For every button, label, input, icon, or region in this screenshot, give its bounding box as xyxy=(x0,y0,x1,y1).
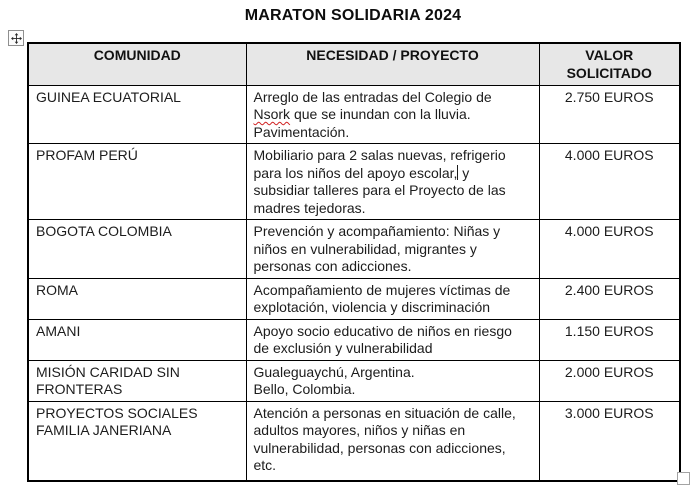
text-line: FRONTERAS xyxy=(36,381,123,397)
text-segment: para los niños del apoyo escolar, xyxy=(253,164,458,181)
cell-valor[interactable]: 3.000 EUROS xyxy=(539,401,680,481)
cell-necesidad[interactable] xyxy=(246,401,539,481)
cell-necesidad[interactable] xyxy=(246,85,539,144)
cell-valor[interactable]: 4.000 EUROS xyxy=(539,220,680,279)
text-line: niños en vulnerabilidad, migrantes y xyxy=(253,240,477,257)
table-row xyxy=(28,220,680,279)
text-line xyxy=(254,165,532,183)
text-line: ROMA xyxy=(36,281,78,298)
text-line: BOGOTA COLOMBIA xyxy=(36,223,172,239)
column-header-valor[interactable]: VALOR SOLICITADO xyxy=(539,43,680,85)
cell-necesidad[interactable] xyxy=(246,319,539,360)
cell-comunidad[interactable] xyxy=(28,220,246,279)
text-segment: que se inundan con la lluvia. xyxy=(290,106,471,122)
text-line: de exclusión y vulnerabilidad xyxy=(253,340,433,356)
cell-valor[interactable]: 2.000 EUROS xyxy=(539,360,680,401)
text-segment: y xyxy=(458,164,470,181)
text-line: Mobiliario para 2 salas nuevas, refrigerio xyxy=(253,147,506,163)
text-line: subsidiar talleres para el Proyecto de las xyxy=(253,182,506,198)
table-row xyxy=(28,85,680,144)
text-line: Atención a personas en situación de calle, xyxy=(253,404,516,421)
text-line: Prevención y acompañamiento: Niñas y xyxy=(253,223,501,239)
text-line: etc. xyxy=(253,457,277,473)
cell-necesidad[interactable] xyxy=(246,360,539,401)
text-line: AMANI xyxy=(36,322,81,339)
table-row xyxy=(28,401,680,481)
cell-comunidad[interactable] xyxy=(28,278,246,319)
table-row xyxy=(28,319,680,360)
cell-comunidad[interactable] xyxy=(28,360,246,401)
table-row xyxy=(28,360,680,401)
text-line: Pavimentación. xyxy=(253,123,350,140)
table-row xyxy=(28,144,680,220)
text-line: FAMILIA JANERIANA xyxy=(36,422,172,438)
table-move-icon xyxy=(11,33,22,44)
table-resize-handle[interactable] xyxy=(677,472,690,485)
cell-comunidad[interactable] xyxy=(28,85,246,144)
cell-valor[interactable]: 1.150 EUROS xyxy=(539,319,680,360)
cell-necesidad[interactable] xyxy=(246,278,539,319)
column-header-necesidad[interactable]: NECESIDAD / PROYECTO xyxy=(246,43,539,85)
text-line: adultos mayores, niños y niñas en xyxy=(253,422,466,438)
page-title[interactable]: MARATON SOLIDARIA 2024 xyxy=(244,7,462,24)
cell-comunidad[interactable] xyxy=(28,401,246,481)
cell-comunidad[interactable] xyxy=(28,144,246,220)
cell-comunidad[interactable] xyxy=(28,319,246,360)
text-line: Gualeguaychú, Argentina. xyxy=(253,363,415,380)
text-line: Bello, Colombia. xyxy=(253,381,356,397)
text-line: Arreglo de las entradas del Colegio de xyxy=(253,88,492,105)
text-line: madres tejedoras. xyxy=(253,199,366,216)
cell-valor[interactable]: 2.750 EUROS xyxy=(539,85,680,144)
column-header-comunidad[interactable]: COMUNIDAD xyxy=(28,43,246,85)
cell-necesidad[interactable] xyxy=(246,144,539,220)
text-line xyxy=(254,106,532,124)
text-line: vulnerabilidad, personas con adicciones, xyxy=(253,439,506,456)
cell-valor[interactable]: 2.400 EUROS xyxy=(539,278,680,319)
table-move-handle[interactable] xyxy=(8,30,24,46)
text-line: personas con adicciones. xyxy=(253,258,412,274)
solidarity-table xyxy=(27,42,681,482)
header-row xyxy=(28,43,680,85)
text-line: MISIÓN CARIDAD SIN xyxy=(36,363,180,380)
text-line: GUINEA ECUATORIAL xyxy=(36,88,181,105)
text-line: PROFAM PERÚ xyxy=(36,147,138,163)
text-line: Apoyo socio educativo de niños en riesgo xyxy=(253,322,512,339)
text-line: Acompañamiento de mujeres víctimas de xyxy=(253,281,511,298)
cell-necesidad[interactable] xyxy=(246,220,539,279)
misspelled-word: Nsork xyxy=(253,106,291,122)
text-line: PROYECTOS SOCIALES xyxy=(36,404,198,421)
table-row xyxy=(28,278,680,319)
text-line: explotación, violencia y discriminación xyxy=(253,299,491,315)
cell-valor[interactable]: 4.000 EUROS xyxy=(539,144,680,220)
